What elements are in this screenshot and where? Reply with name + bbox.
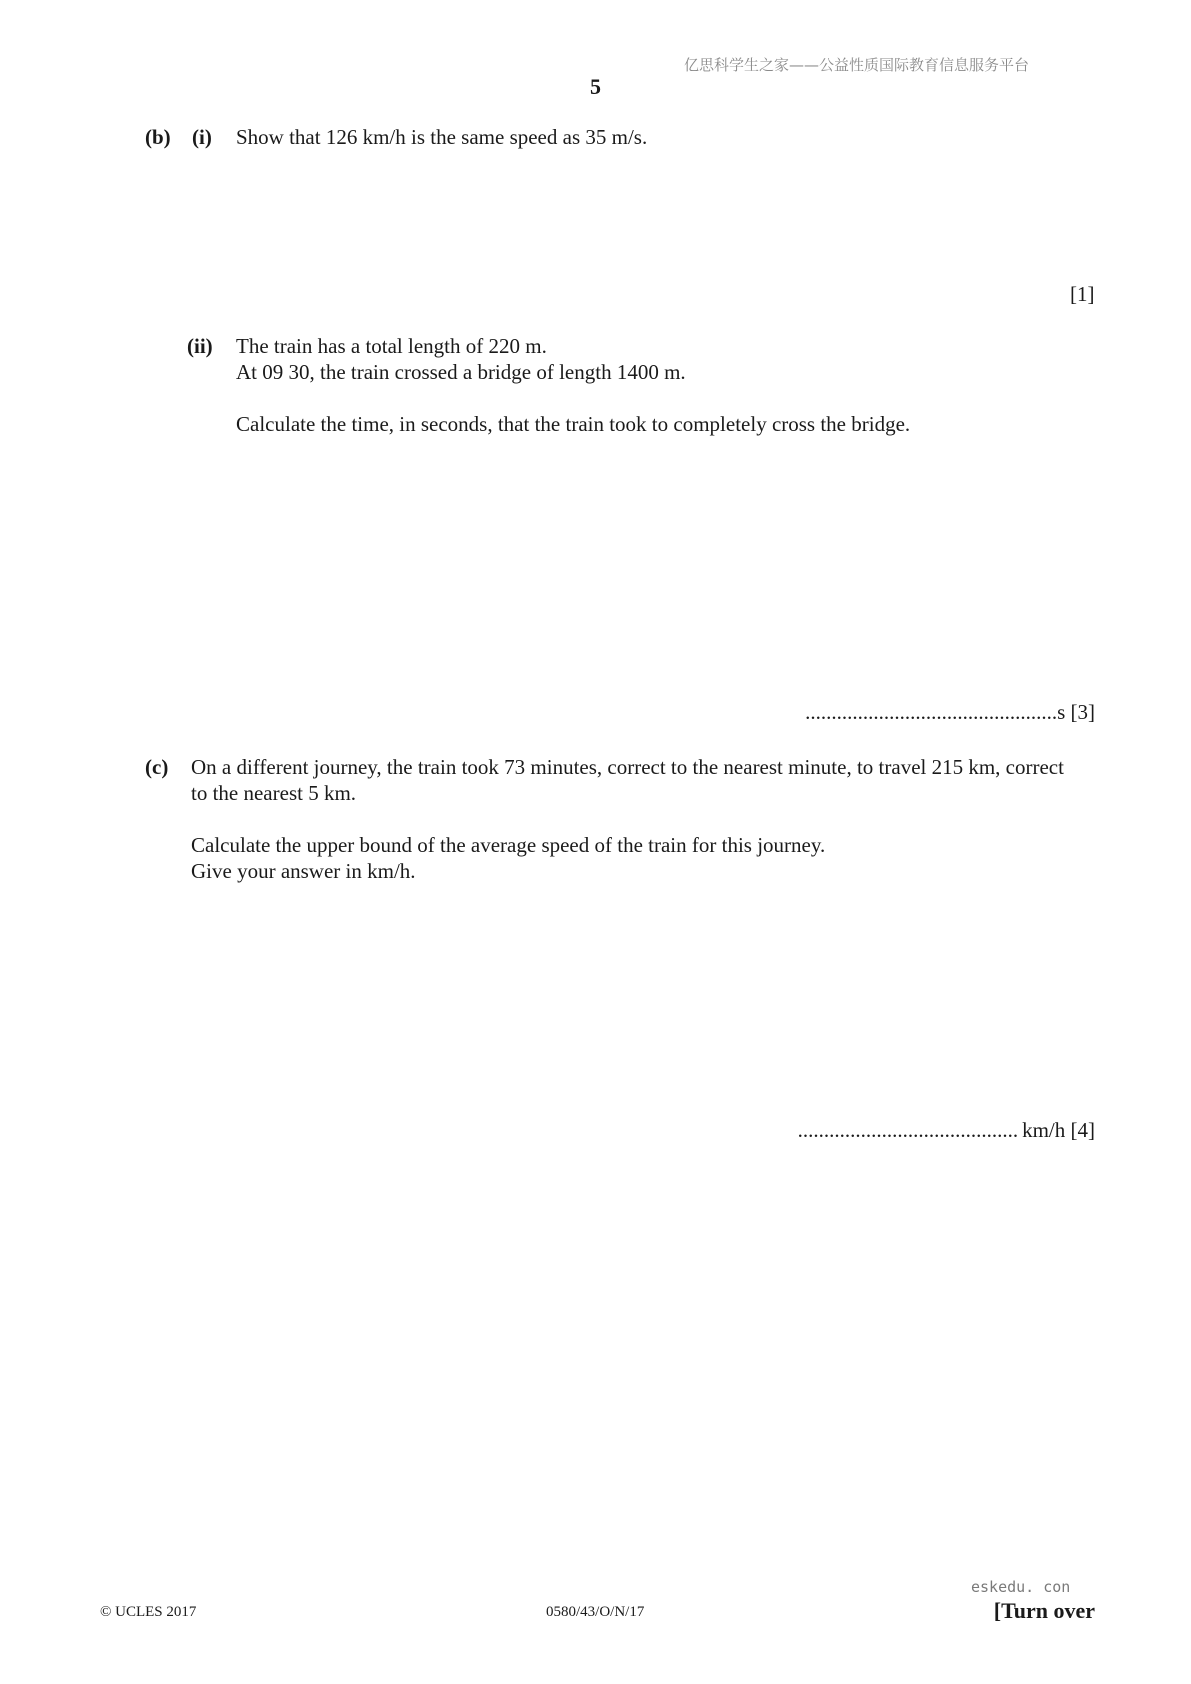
footer-copyright: © UCLES 2017 [100,1604,197,1620]
part-c-line1: On a different journey, the train took 73 minutes, correct to the nearest minute, to travel 215 km, correct [191,755,1064,779]
part-c-line4: Give your answer in km/h. [191,859,416,883]
part-b-ii-line1: The train has a total length of 220 m. [236,334,547,358]
part-b-label: (b) [145,125,171,149]
answer-dots: .......................................... [797,1118,1019,1142]
part-c-line3: Calculate the upper bound of the average speed of the train for this journey. [191,833,826,857]
part-b-ii-line2: At 09 30, the train crossed a bridge of length 1400 m. [236,360,686,384]
part-b-ii-label: (ii) [187,334,213,358]
answer-unit-marks: km/h [4] [1022,1118,1095,1142]
part-c-line2: to the nearest 5 km. [191,781,357,805]
footer-paper-code: 0580/43/O/N/17 [546,1604,645,1620]
part-b-ii-line3: Calculate the time, in seconds, that the train took to completely cross the bridge. [236,412,911,436]
part-b-i-question: Show that 126 km/h is the same speed as 35 m/s. [236,125,648,149]
page-number: 5 [590,74,601,99]
part-c-answer-line[interactable] [798,1118,1095,1143]
header-watermark: 亿思科学生之家——公益性质国际教育信息服务平台 [684,56,1030,74]
part-c-label: (c) [145,755,169,779]
answer-unit-marks: s [3] [1057,700,1095,724]
answer-dots: ................................................ [805,700,1058,724]
part-b-i-label: (i) [192,125,212,149]
part-b-i-marks: [1] [1070,282,1095,306]
footer-watermark: eskedu. con [971,1578,1071,1596]
turn-over: [Turn over [993,1598,1095,1623]
part-b-ii-answer-line[interactable] [805,700,1095,725]
